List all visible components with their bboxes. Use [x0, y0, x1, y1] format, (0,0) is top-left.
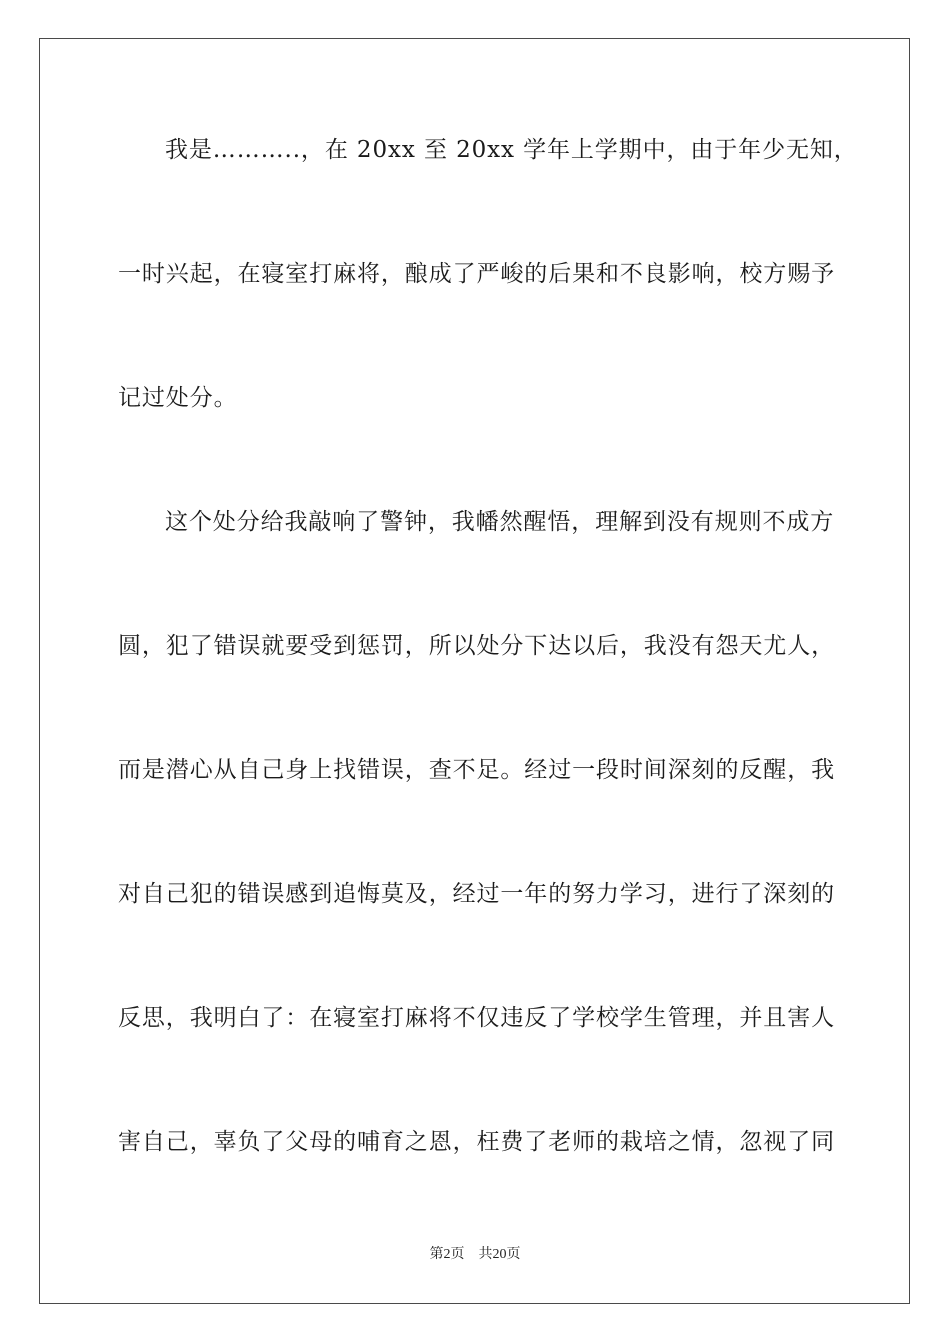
page-frame: [39, 38, 910, 1304]
paragraph-2-line-6: 害自己，辜负了父母的哺育之恩，枉费了老师的栽培之情，忽视了同: [118, 1129, 835, 1155]
paragraph-2-line-3: 而是潜心从自己身上找错误，查不足。经过一段时间深刻的反醒，我: [118, 757, 835, 783]
paragraph-1-line-1: 我是………..，在 20xx 至 20xx 学年上学期中，由于年少无知，: [165, 137, 858, 163]
page-number: 第2页: [429, 1247, 465, 1262]
paragraph-2-line-4: 对自己犯的错误感到追悔莫及，经过一年的努力学习，进行了深刻的: [118, 881, 835, 907]
page-footer: [0, 1245, 950, 1265]
paragraph-2-line-2: 圆，犯了错误就要受到惩罚，所以处分下达以后，我没有怨天尤人，: [118, 633, 835, 659]
paragraph-2-line-5: 反思，我明白了：在寝室打麻将不仅违反了学校学生管理，并且害人: [118, 1005, 835, 1031]
paragraph-2-line-1: 这个处分给我敲响了警钟，我幡然醒悟，理解到没有规则不成方: [165, 509, 835, 535]
footer-spacer: [465, 1247, 479, 1262]
paragraph-1-line-2: 一时兴起，在寝室打麻将，酿成了严峻的后果和不良影响，校方赐予: [118, 261, 835, 287]
paragraph-1-line-3: 记过处分。: [118, 385, 238, 411]
total-pages: 共20页: [478, 1247, 521, 1262]
